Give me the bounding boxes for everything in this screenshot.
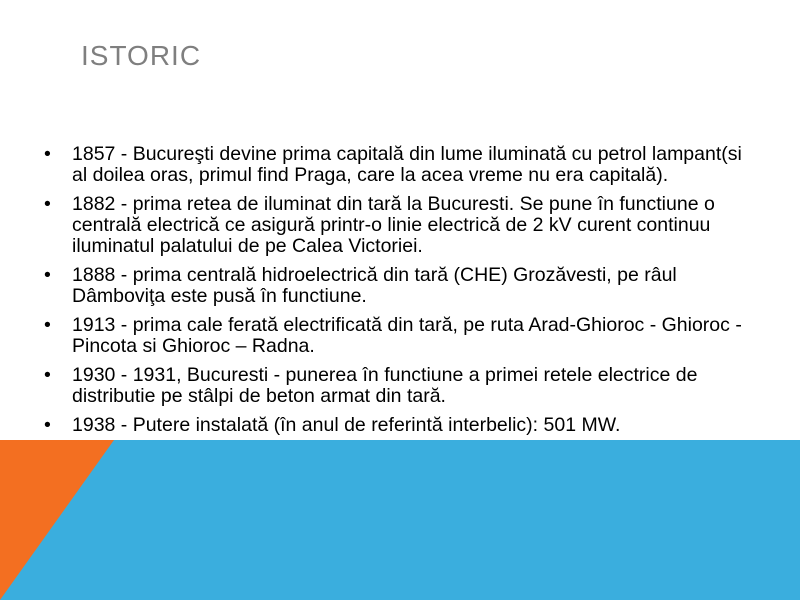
slide-title: ISTORIC (81, 40, 202, 71)
list-item (44, 415, 756, 436)
bullet-icon: • (44, 364, 51, 386)
list-item (44, 365, 756, 407)
bullet-list (44, 144, 756, 444)
bullet-text: 1888 - prima centrală hidroelectrică din tară (CHE) Grozăvesti, pe râul Dâmboviţa este pusă în functiune. (72, 264, 677, 307)
bullet-icon: • (44, 414, 51, 436)
bullet-icon: • (44, 143, 51, 165)
bullet-text: 1882 - prima retea de iluminat din tară la Bucuresti. Se pune în functiune o centrală electrică ce asigură printr-o linie electrică de 2 kV curent continuu iluminatul palatului de pe Calea Victoriei. (72, 193, 715, 257)
list-item (44, 315, 756, 357)
list-item (44, 144, 756, 186)
bullet-icon: • (44, 193, 51, 215)
list-item (44, 265, 756, 307)
bullet-text: 1913 - prima cale ferată electrificată din tară, pe ruta Arad-Ghioroc - Ghioroc - Pincota si Ghioroc – Radna. (72, 314, 742, 357)
list-item (44, 194, 756, 257)
bullet-text: 1938 - Putere instalată (în anul de referintă interbelic): 501 MW. (72, 414, 621, 436)
bullet-icon: • (44, 314, 51, 336)
bullet-text: 1857 - Bucureşti devine prima capitală din lume iluminată cu petrol lampant(si al doilea oras, primul find Praga, care la acea vreme nu era capitală). (72, 143, 742, 186)
bullet-text: 1930 - 1931, Bucuresti - punerea în functiune a primei retele electrice de distributie pe stâlpi de beton armat din tară. (72, 364, 698, 407)
bullet-icon: • (44, 264, 51, 286)
